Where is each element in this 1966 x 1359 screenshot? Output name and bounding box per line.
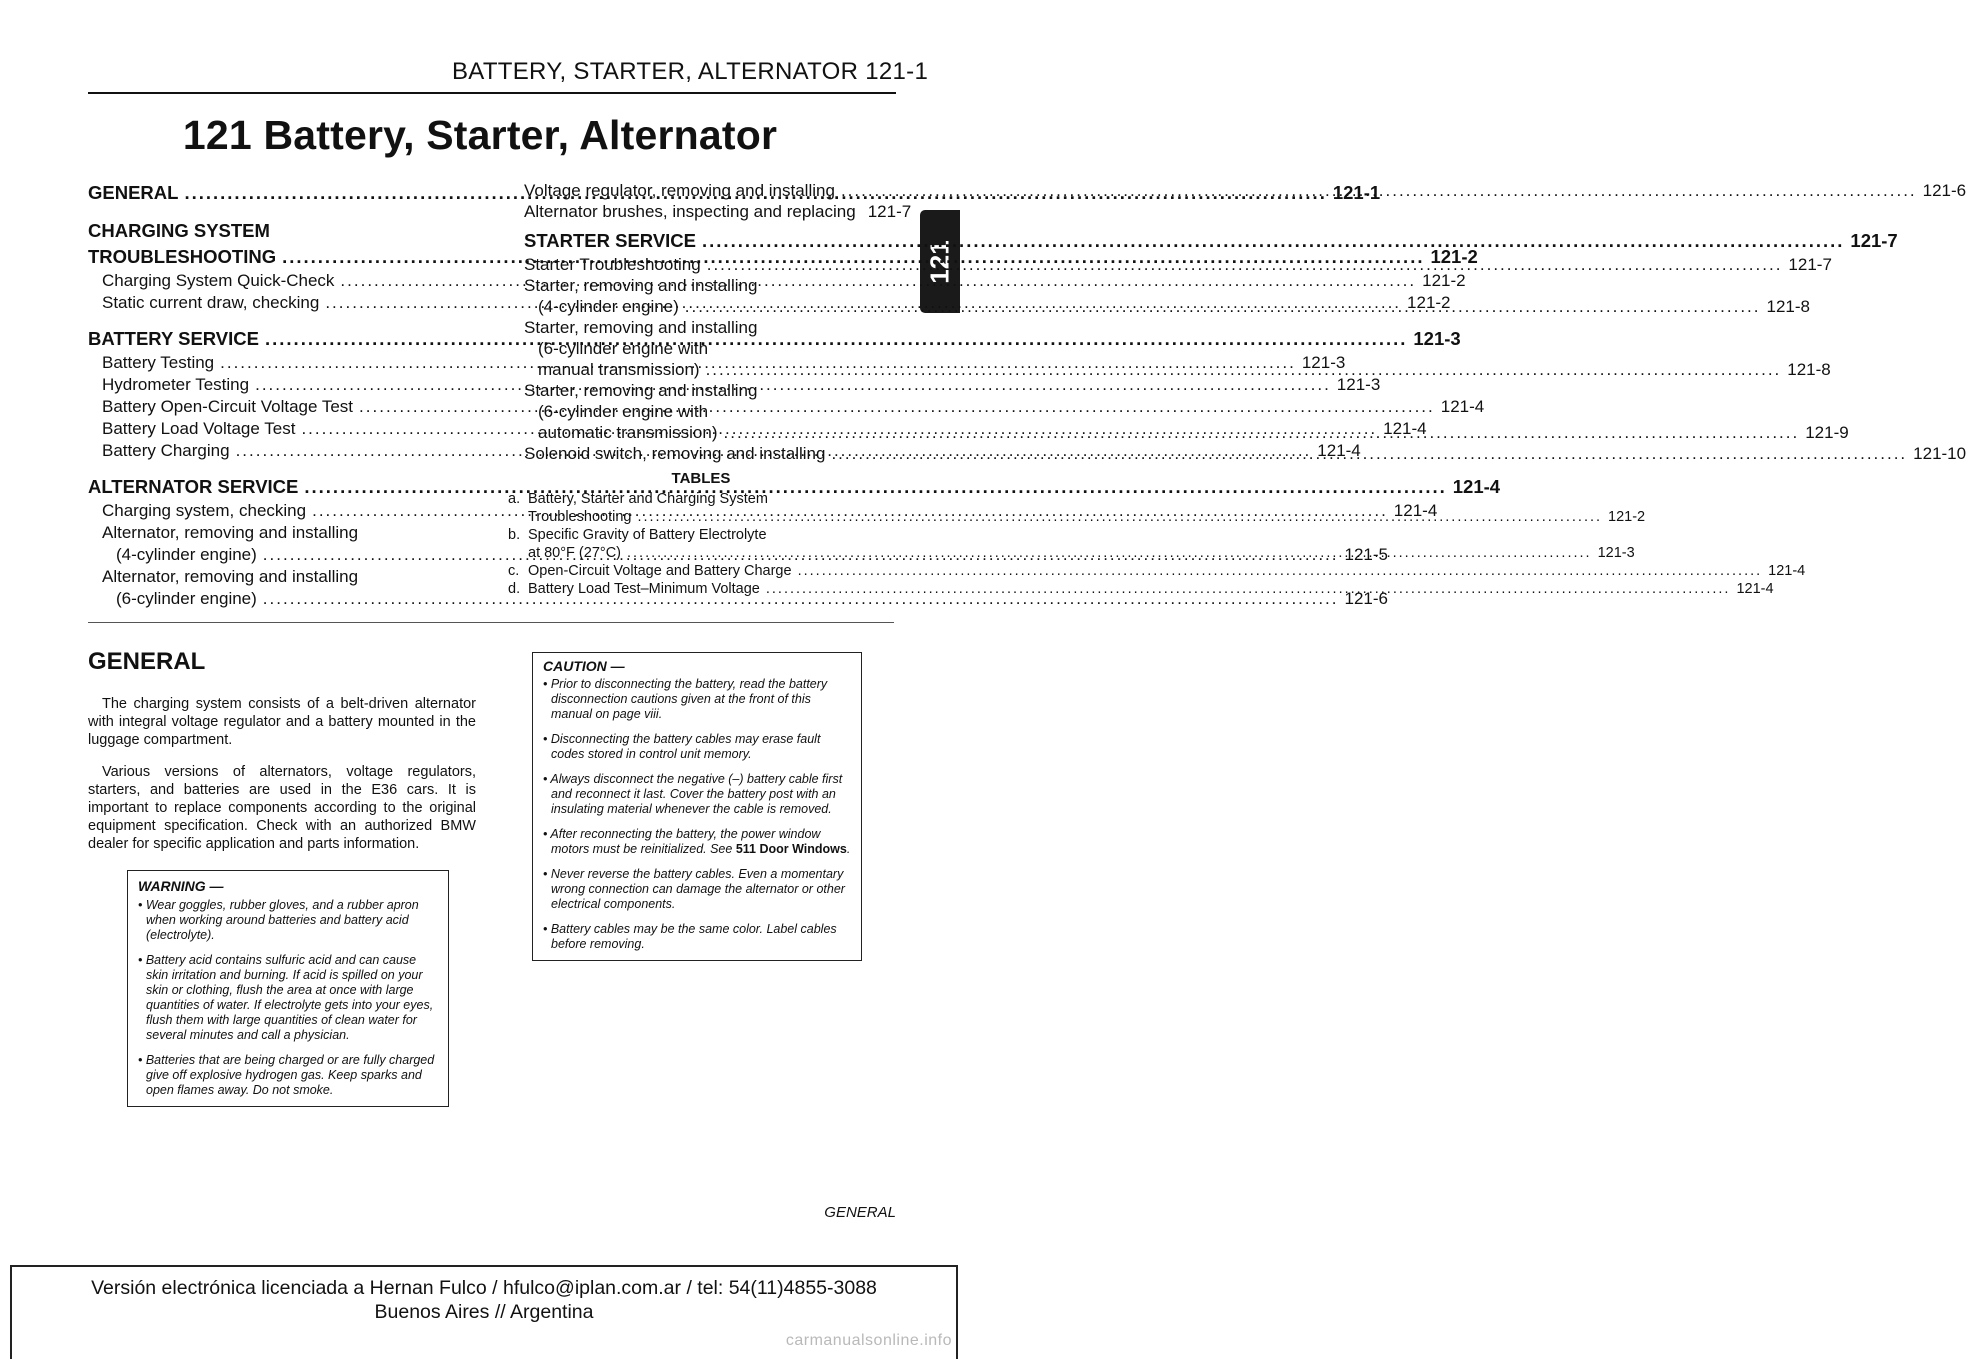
toc-entry-quick-check[interactable]: Charging System Quick-Check ..... 121-2 (88, 270, 480, 292)
license-line-2: Buenos Aires // Argentina (374, 1301, 594, 1323)
caution-item: • Never reverse the battery cables. Even a momentary wrong connection can damage the alternator or other electrical components. (543, 867, 845, 911)
warning-item: • Battery acid contains sulfuric acid and can cause skin irritation and burning. If acid is spilled on your skin or clothing, flush the area at once with large quantities of water. If electrolyte gets into your eyes, flush them with large quantities of clean water for several minutes and call a physician. (138, 953, 434, 1042)
toc-entry-open-circuit[interactable]: Battery Open-Circuit Voltage Test ..... 121-4 (88, 396, 480, 418)
toc-line-alt-6cyl: Alternator, removing and installing (102, 567, 359, 586)
toc-entry-voltage-regulator[interactable]: Voltage regulator, removing and installing ..... 121-6 (524, 180, 894, 201)
cross-reference-link[interactable]: 511 Door Windows (735, 842, 847, 856)
toc-entry-starter-6cyl-auto[interactable]: automatic transmission) ..... 121-9 (524, 422, 894, 443)
toc-entry-alt-4cyl[interactable]: (4-cylinder engine) ..... 121-5 (88, 544, 480, 566)
toc-entry-alternator-service[interactable]: ALTERNATOR SERVICE ..... 121-4 (88, 474, 480, 500)
tables-heading: TABLES (671, 470, 731, 487)
watermark: carmanualsonline.info (785, 1332, 952, 1349)
general-body (88, 695, 476, 867)
warning-title: WARNING — (138, 878, 224, 894)
warning-item: • Batteries that are being charged or are fully charged give off explosive hydrogen gas. Keep sparks and open flames away. Do not smoke. (138, 1053, 435, 1097)
toc-entry-starter-4cyl[interactable]: (4-cylinder engine) ..... 121-8 (524, 296, 894, 317)
running-header: BATTERY, STARTER, ALTERNATOR 121-1 (452, 58, 929, 85)
table-b[interactable]: b. Specific Gravity of Battery Electrolyte at 80°F (27°C) ..... 121-3 (508, 526, 894, 562)
toc-line-starter-6m-2: (6-cylinder engine with (538, 339, 709, 358)
toc-entry-starter-service[interactable]: STARTER SERVICE ..... 121-7 (524, 228, 894, 254)
general-paragraph-2: Various versions of alternators, voltage regulators, starters, and batteries are used in the E36 cars. It is important to replace components according to the original equipment specification. Check with an authorized BMW dealer for specific application and parts information. (88, 764, 476, 852)
general-heading: GENERAL (88, 648, 206, 675)
caution-item: • Disconnecting the battery cables may erase fault codes stored in control unit memory. (543, 732, 821, 761)
warning-box (127, 870, 449, 1107)
toc-line-starter-6a-1: Starter, removing and installing (524, 381, 758, 400)
license-line-1: Versión electrónica licenciada a Hernan Fulco / hfulco@iplan.com.ar / tel: 54(11)4855-3088 (91, 1277, 877, 1299)
caution-title: CAUTION — (543, 658, 625, 674)
toc-entry-starter-troubleshooting[interactable]: Starter Troubleshooting ..... 121-7 (524, 254, 894, 275)
table-d[interactable]: d. Battery Load Test–Minimum Voltage ..... 121-4 (508, 580, 894, 598)
toc-line-starter-6a-2: (6-cylinder engine with (538, 402, 709, 421)
toc-entry-hydrometer[interactable]: Hydrometer Testing ..... 121-3 (88, 374, 480, 396)
caution-box (532, 652, 862, 961)
toc-entry-troubleshooting[interactable]: TROUBLESHOOTING ..... 121-2 (88, 244, 480, 270)
toc-entry-brushes[interactable]: Alternator brushes, inspecting and replacing 121-7 (524, 202, 912, 221)
caution-item: • Battery cables may be the same color. Label cables before removing. (543, 922, 837, 951)
warning-item: • Wear goggles, rubber gloves, and a rubber apron when working around batteries and battery acid (electrolyte). (138, 898, 419, 942)
toc-entry-starter-6cyl-manual[interactable]: manual transmission) ..... 121-8 (524, 359, 894, 380)
toc-entry-battery-testing[interactable]: Battery Testing ..... 121-3 (88, 352, 480, 374)
general-paragraph-1: The charging system consists of a belt-driven alternator with integral voltage regulator and a battery mounted in the luggage compartment. (88, 696, 476, 748)
toc-line-alt-4cyl: Alternator, removing and installing (102, 523, 359, 542)
footer-section-label: GENERAL (824, 1204, 896, 1221)
table-a[interactable]: a. Battery, Starter and Charging System Troubleshooting ..... 121-2 (508, 490, 894, 526)
header-rule (88, 92, 896, 94)
toc-entry-charging[interactable]: Battery Charging ..... 121-4 (88, 440, 480, 462)
toc-heading-charging: CHARGING SYSTEM (88, 220, 270, 241)
toc-line-starter-4cyl: Starter, removing and installing (524, 276, 758, 295)
table-c[interactable]: c. Open-Circuit Voltage and Battery Charge ..... 121-4 (508, 562, 894, 580)
toc-entry-battery-service[interactable]: BATTERY SERVICE ..... 121-3 (88, 326, 480, 352)
toc-entry-charging-check[interactable]: Charging system, checking ..... 121-4 (88, 500, 480, 522)
toc-entry-general[interactable]: GENERAL ..... 121-1 (88, 180, 480, 206)
page-title: 121 Battery, Starter, Alternator (182, 112, 778, 158)
toc-entry-solenoid[interactable]: Solenoid switch, removing and installing ..... 121-10 (524, 443, 894, 464)
caution-item: • Always disconnect the negative (–) battery cable first and reconnect it last. Cover the battery post with an insulating material whenever the cable is removed. (543, 772, 843, 816)
caution-item: • Prior to disconnecting the battery, read the battery disconnection cautions given at the front of this manual on page viii. (543, 677, 828, 721)
toc-entry-static-current[interactable]: Static current draw, checking ..... 121-2 (88, 292, 480, 314)
toc-entry-alt-6cyl[interactable]: (6-cylinder engine) ..... 121-6 (88, 588, 480, 610)
toc-entry-load-voltage[interactable]: Battery Load Voltage Test ..... 121-4 (88, 418, 480, 440)
section-tab-label: 121 (924, 239, 955, 284)
caution-item: • After reconnecting the battery, the power window motors must be reinitialized. See 511 Door Windows. (543, 827, 851, 856)
section-divider (88, 622, 894, 623)
toc-line-starter-6m-1: Starter, removing and installing (524, 318, 758, 337)
